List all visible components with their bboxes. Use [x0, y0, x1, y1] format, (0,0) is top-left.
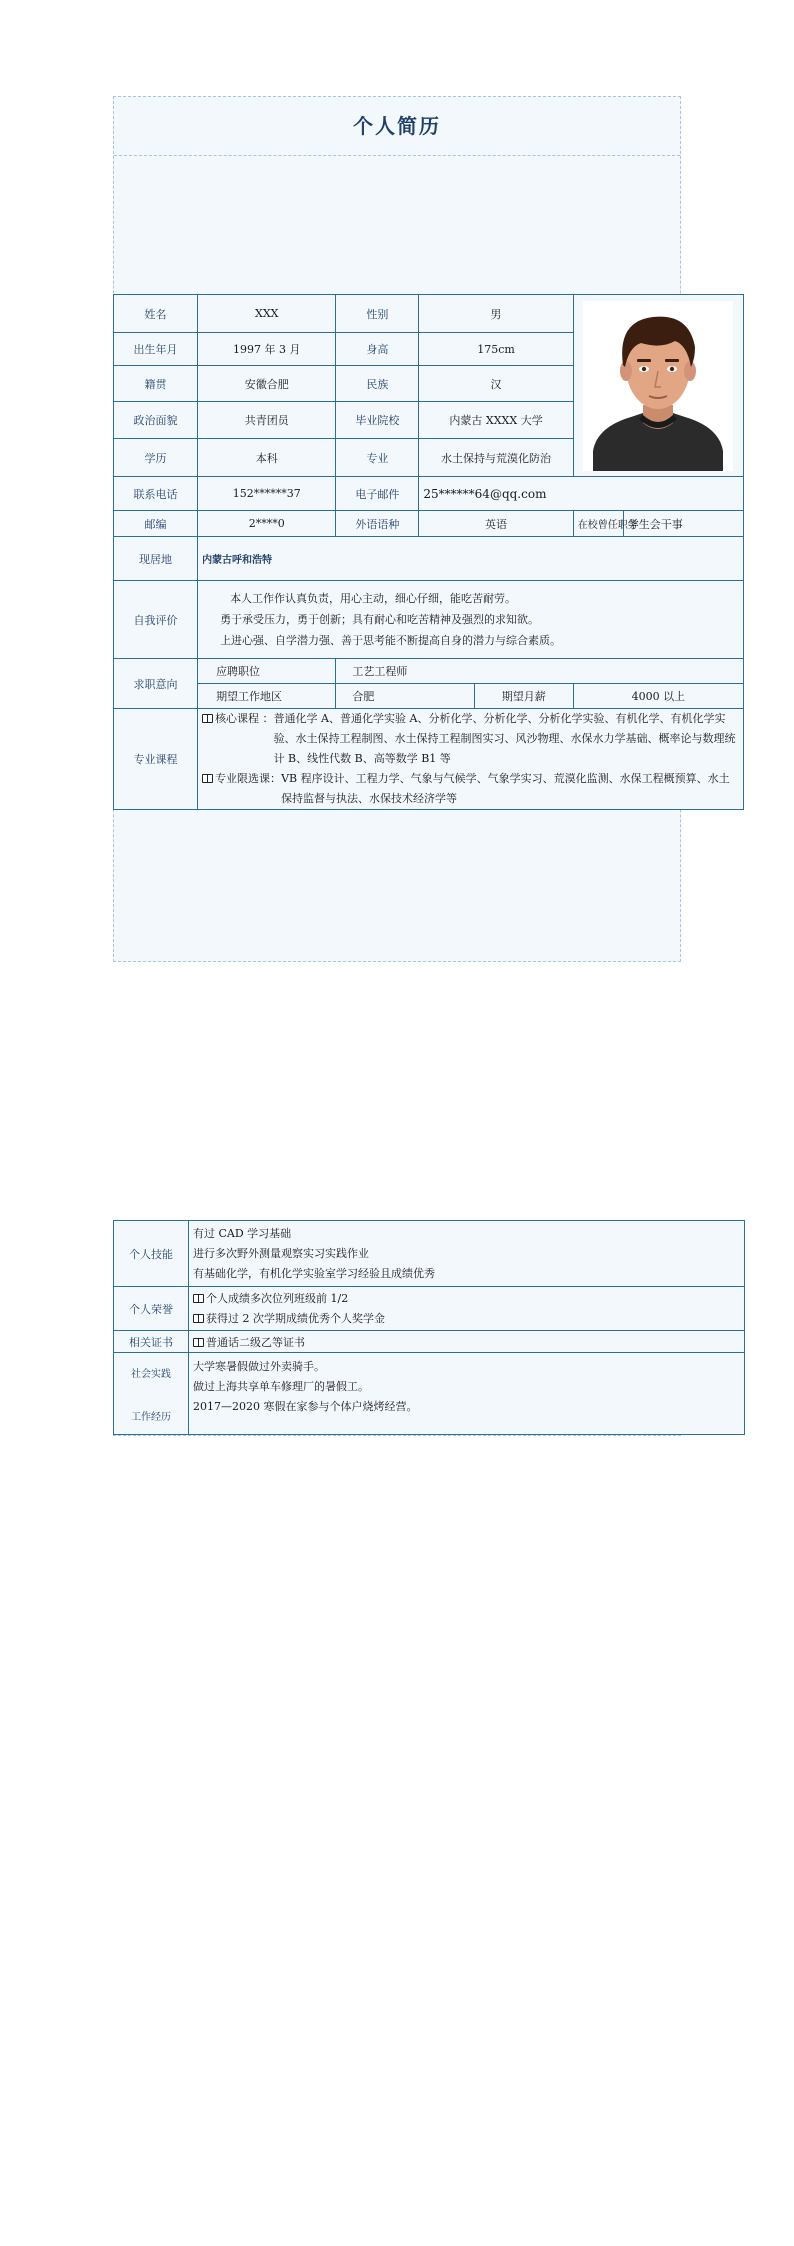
certs-text	[189, 1331, 745, 1353]
skills-text	[189, 1221, 745, 1287]
self-eval-line: 勇于承受压力，勇于创新；具有耐心和吃苦精神及强烈的求知欲。	[220, 613, 540, 626]
politics-value: 共青团员	[198, 402, 336, 439]
practice-label-1: 社会实践	[131, 1368, 171, 1380]
height-label: 身高	[336, 333, 419, 366]
certs-label: 相关证书	[114, 1331, 189, 1353]
birth-value: 1997 年 3 月	[198, 333, 336, 366]
name-label: 姓名	[114, 295, 198, 333]
gender-label: 性别	[336, 295, 419, 333]
post-value: 2****0	[198, 511, 336, 537]
addr-label: 现居地	[114, 537, 198, 581]
core-head: 核心课程 ：	[215, 712, 274, 725]
intent-salary-label: 期望月薪	[474, 684, 573, 709]
practice-label	[114, 1353, 189, 1435]
courses-text	[198, 709, 744, 810]
skill-line: 进行多次野外测量观察实习实践作业	[193, 1246, 369, 1260]
gender-value: 男	[419, 295, 573, 333]
honors-label: 个人荣誉	[114, 1287, 189, 1331]
school-value: 内蒙古 XXXX 大学	[419, 402, 573, 439]
skill-line: 有过 CAD 学习基础	[193, 1226, 292, 1240]
school-label: 毕业院校	[336, 402, 419, 439]
practice-label-2: 工作经历	[131, 1411, 171, 1423]
birth-label: 出生年月	[114, 333, 198, 366]
elective-head: 专业限选课：	[215, 772, 282, 785]
honor-line: 个人成绩多次位列班级前 1/2	[206, 1291, 349, 1305]
major-value: 水土保持与荒漠化防治	[419, 439, 573, 477]
elective-courses: VB 程序设计、工程力学、气象与气候学、气象学实习、荒漠化监测、水保工程概预算、水土保持监督与执法、水保技术经济学等	[281, 772, 730, 805]
post-label: 邮编	[114, 511, 198, 537]
edu-label: 学历	[114, 439, 198, 477]
cert-line: 普通话二级乙等证书	[206, 1335, 305, 1349]
resume-table-2	[113, 1220, 745, 1435]
intent-pos-value: 工艺工程师	[336, 659, 744, 684]
ethnic-label: 民族	[336, 366, 419, 402]
courses-label: 专业课程	[114, 709, 198, 810]
self-eval-label: 自我评价	[114, 581, 198, 659]
phone-value: 152******37	[198, 477, 336, 511]
role-value: 学生会干事	[623, 511, 743, 537]
lang-value: 英语	[419, 511, 573, 537]
self-eval-line: 上进心强、自学潜力强、善于思考能不断提高自身的潜力与综合素质。	[220, 634, 562, 647]
skills-label: 个人技能	[114, 1221, 189, 1287]
native-label: 籍贯	[114, 366, 198, 402]
book-icon	[202, 714, 213, 723]
intent-area-label: 期望工作地区	[198, 684, 336, 709]
phone-label: 联系电话	[114, 477, 198, 511]
politics-label: 政治面貌	[114, 402, 198, 439]
name-value: XXX	[198, 295, 336, 333]
book-icon	[193, 1338, 204, 1347]
major-label: 专业	[336, 439, 419, 477]
native-value: 安徽合肥	[198, 366, 336, 402]
resume-title: 个人简历	[114, 97, 680, 156]
ethnic-value: 汉	[419, 366, 573, 402]
intent-area-value: 合肥	[336, 684, 474, 709]
honor-line: 获得过 2 次学期成绩优秀个人奖学金	[206, 1311, 385, 1325]
height-value: 175cm	[419, 333, 573, 366]
practice-line: 2017—2020 寒假在家参与个体户烧烤经营。	[193, 1400, 418, 1413]
email-value: 25******64@qq.com	[419, 477, 744, 511]
intent-label: 求职意向	[114, 659, 198, 709]
self-eval-text	[198, 581, 744, 659]
intent-salary-value: 4000 以上	[573, 684, 743, 709]
resume-table	[113, 294, 744, 810]
avatar	[583, 301, 733, 471]
practice-line: 大学寒暑假做过外卖骑手。	[193, 1360, 325, 1373]
honors-text	[189, 1287, 745, 1331]
practice-line: 做过上海共享单车修理厂的暑假工。	[193, 1380, 369, 1393]
core-courses: 普通化学 A、普通化学实验 A、分析化学、分析化学、分析化学实验、有机化学、有机化学实验、水土保持工程制图、水土保持工程制图实习、风沙物理、水保水力学基础、概率论与数理统计 B、线性代数 B、高等数学 B1 等	[273, 712, 736, 765]
addr-value: 内蒙古呼和浩特	[198, 537, 744, 581]
email-label: 电子邮件	[336, 477, 419, 511]
book-icon	[193, 1294, 204, 1303]
lang-label: 外语语种	[336, 511, 419, 537]
practice-text	[189, 1353, 745, 1435]
role-label: 在校曾任职务	[573, 511, 623, 537]
edu-value: 本科	[198, 439, 336, 477]
self-eval-line: 本人工作作认真负责，用心主动，细心仔细，能吃苦耐劳。	[230, 592, 517, 605]
photo-cell	[573, 295, 743, 477]
book-icon	[202, 774, 213, 783]
book-icon	[193, 1314, 204, 1323]
intent-pos-label: 应聘职位	[198, 659, 336, 684]
skill-line: 有基础化学，有机化学实验室学习经验且成绩优秀	[193, 1266, 435, 1280]
